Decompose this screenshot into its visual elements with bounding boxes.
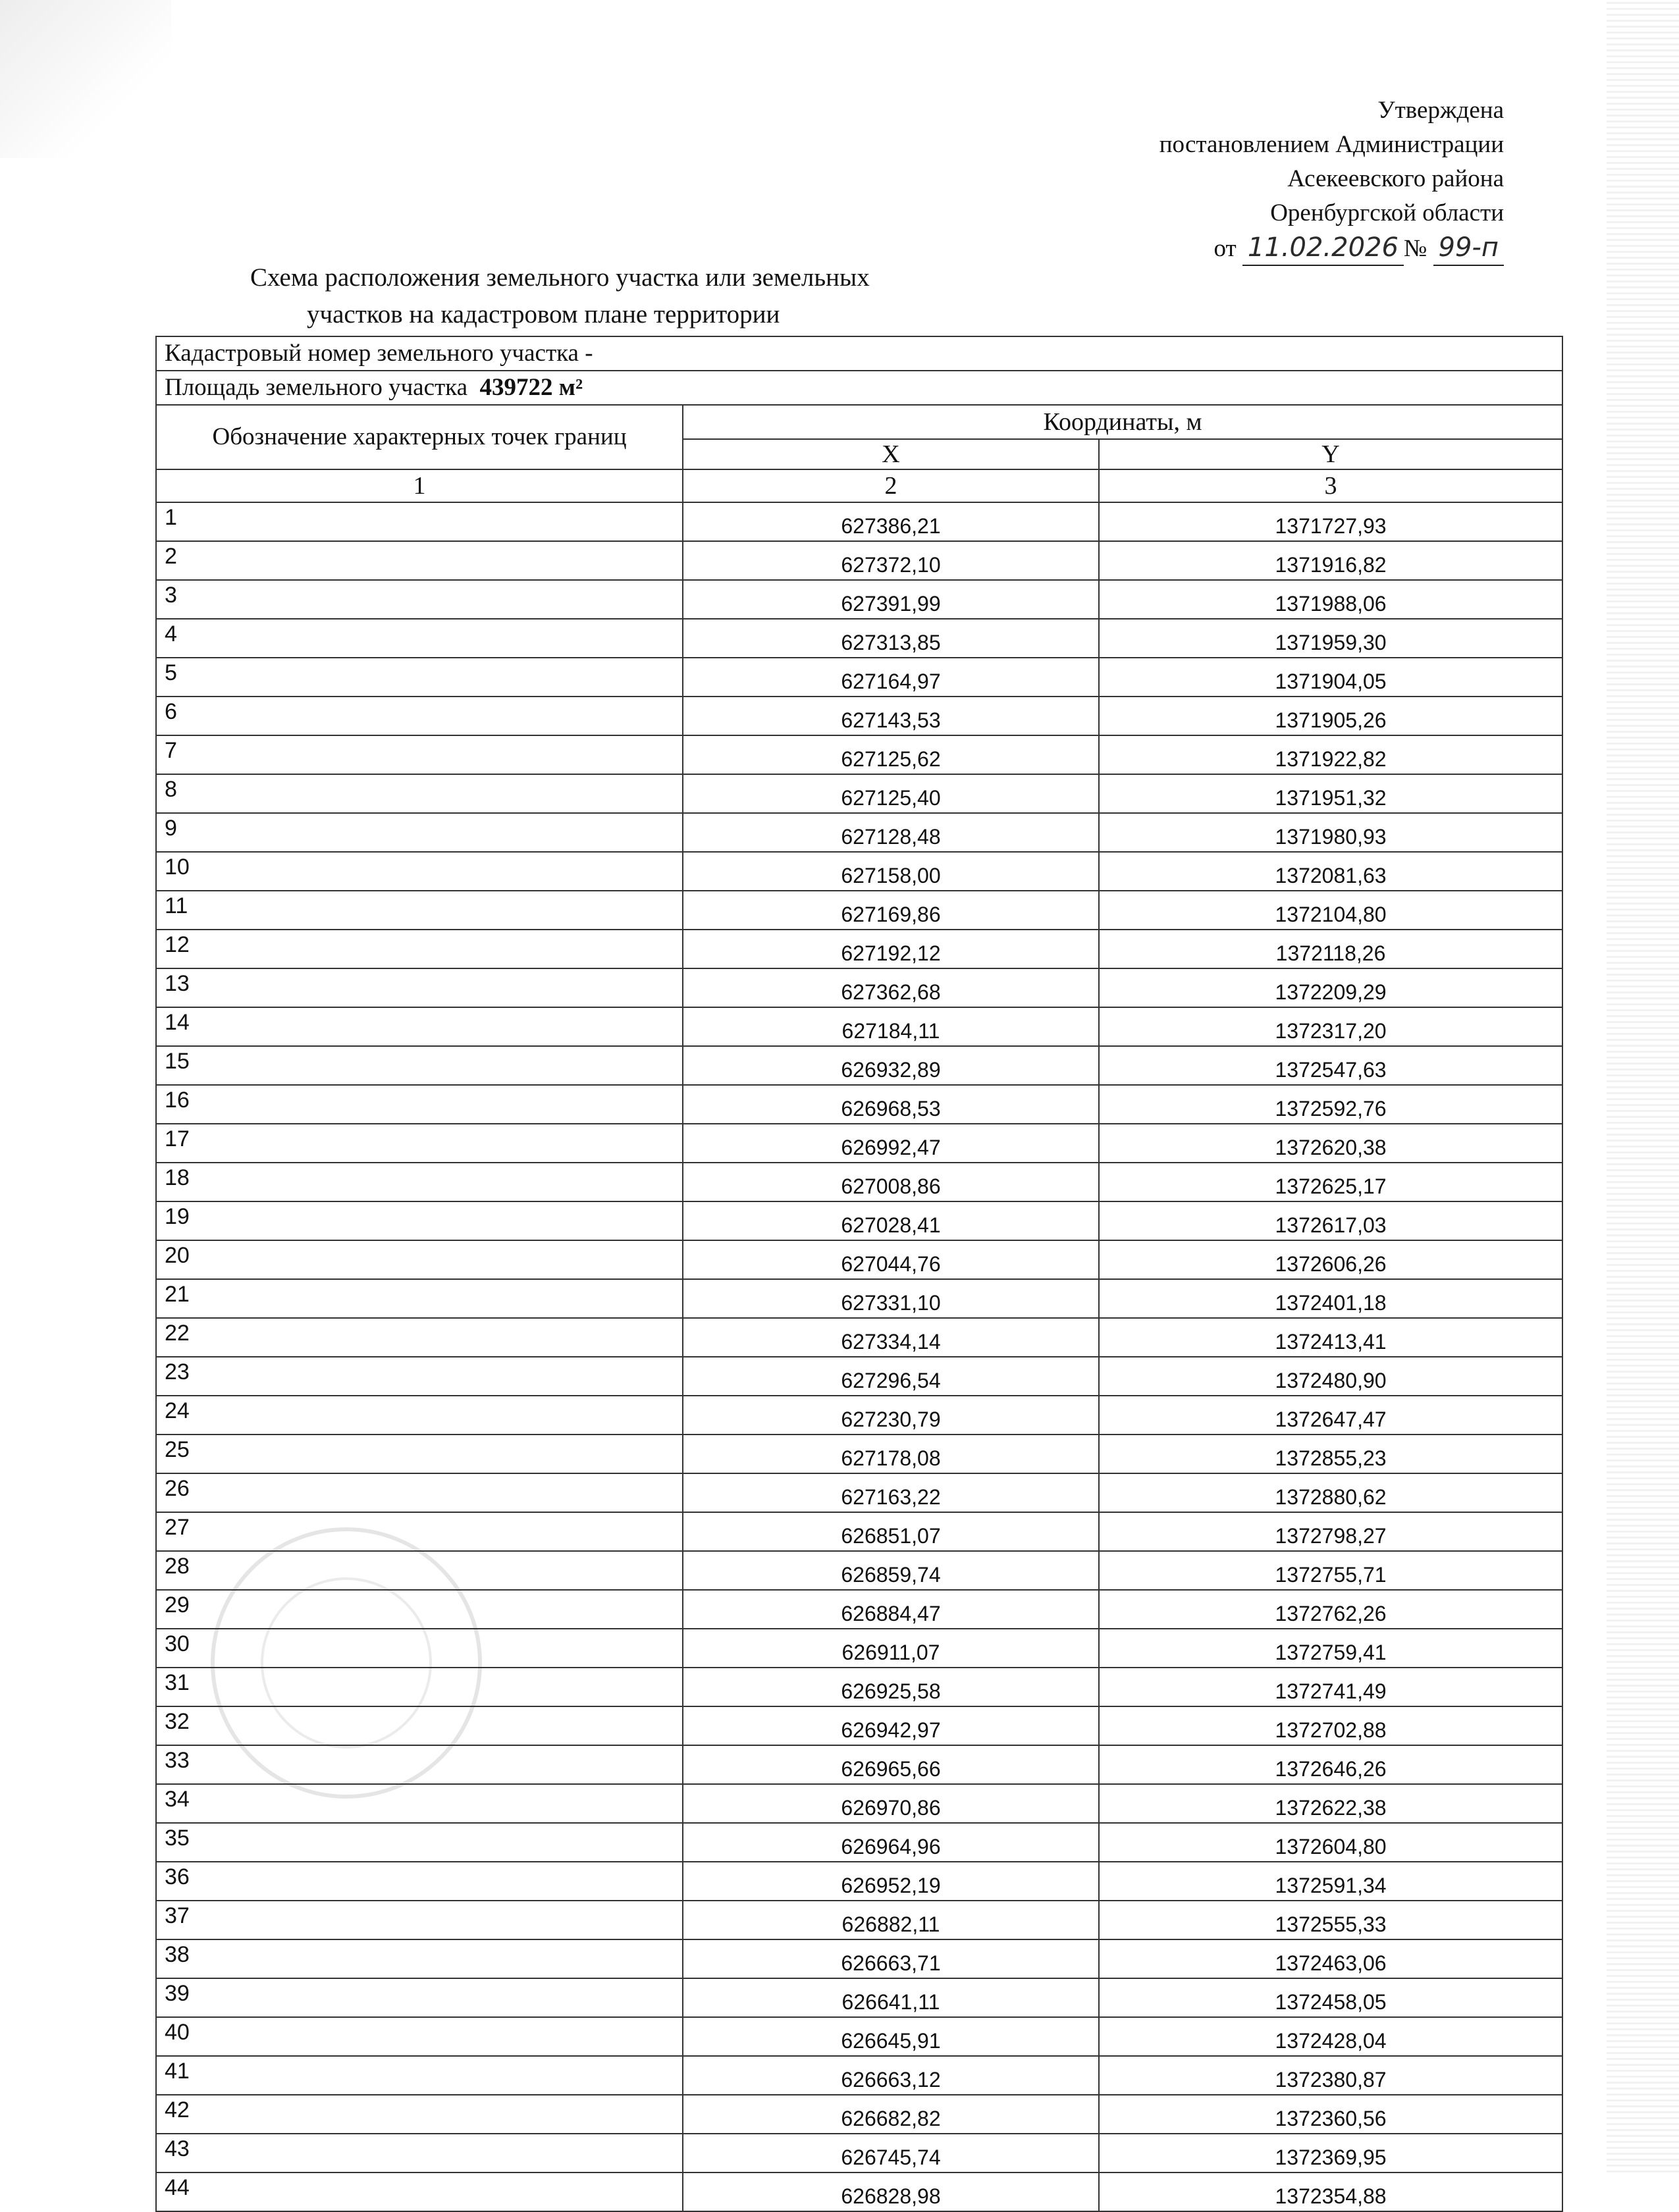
- point-number-cell: 20: [156, 1240, 683, 1279]
- x-coordinate-cell: 626964,96: [683, 1823, 1099, 1862]
- y-coordinate-cell: 1372855,23: [1099, 1435, 1562, 1473]
- x-coordinate-cell: 626859,74: [683, 1551, 1099, 1590]
- table-row: [156, 541, 1562, 580]
- cadastral-row: [156, 336, 1562, 371]
- x-coordinate-cell: 627331,10: [683, 1279, 1099, 1318]
- table-row: [156, 1512, 1562, 1551]
- y-coordinate-cell: 1372369,95: [1099, 2134, 1562, 2172]
- y-coordinate-cell: 1372604,80: [1099, 1823, 1562, 1862]
- x-coordinate-cell: 627184,11: [683, 1007, 1099, 1046]
- y-header: Y: [1099, 439, 1562, 469]
- x-coordinate-cell: 627143,53: [683, 697, 1099, 735]
- x-coordinate-cell: 626932,89: [683, 1046, 1099, 1085]
- table-row: [156, 1085, 1562, 1124]
- table-row: [156, 774, 1562, 813]
- y-coordinate-cell: 1372317,20: [1099, 1007, 1562, 1046]
- area-row: [156, 371, 1562, 405]
- y-coordinate-cell: 1372622,38: [1099, 1784, 1562, 1823]
- x-coordinate-cell: 627230,79: [683, 1396, 1099, 1435]
- x-coordinate-cell: 626641,11: [683, 1978, 1099, 2017]
- table-row: [156, 1163, 1562, 1201]
- y-coordinate-cell: 1371922,82: [1099, 735, 1562, 774]
- y-coordinate-cell: 1372480,90: [1099, 1357, 1562, 1396]
- x-coordinate-cell: 626925,58: [683, 1668, 1099, 1706]
- table-row: [156, 1939, 1562, 1978]
- point-number-cell: 26: [156, 1473, 683, 1512]
- points-column-header: Обозначение характерных точек границ: [156, 405, 683, 469]
- table-row: [156, 1629, 1562, 1668]
- point-number-cell: 3: [156, 580, 683, 619]
- table-row: [156, 2056, 1562, 2095]
- point-number-cell: 8: [156, 774, 683, 813]
- x-coordinate-cell: 627386,21: [683, 502, 1099, 541]
- area-value: 439722 м²: [479, 374, 583, 401]
- table-row: [156, 1396, 1562, 1435]
- table-row: [156, 1007, 1562, 1046]
- y-coordinate-cell: 1372209,29: [1099, 968, 1562, 1007]
- table-row: [156, 1318, 1562, 1357]
- x-coordinate-cell: 626645,91: [683, 2017, 1099, 2056]
- point-number-cell: 37: [156, 1901, 683, 1939]
- x-coordinate-cell: 627008,86: [683, 1163, 1099, 1201]
- x-coordinate-cell: 626965,66: [683, 1745, 1099, 1784]
- x-header: X: [683, 439, 1099, 469]
- table-row: [156, 1823, 1562, 1862]
- x-coordinate-cell: 627158,00: [683, 852, 1099, 891]
- y-coordinate-cell: 1372463,06: [1099, 1939, 1562, 1978]
- approval-date-line: [1159, 230, 1504, 266]
- y-coordinate-cell: 1372104,80: [1099, 891, 1562, 930]
- column-number-2: 2: [683, 469, 1099, 502]
- x-coordinate-cell: 627362,68: [683, 968, 1099, 1007]
- table-row: [156, 735, 1562, 774]
- table-row: [156, 2172, 1562, 2211]
- approval-line-3: Асекеевского района: [1287, 165, 1504, 192]
- scan-edge-noise: [1607, 0, 1679, 2172]
- point-number-cell: 42: [156, 2095, 683, 2134]
- date-prefix: от: [1213, 235, 1237, 262]
- area-label: Площадь земельного участка: [165, 374, 468, 401]
- point-number-cell: 11: [156, 891, 683, 930]
- x-coordinate-cell: 626952,19: [683, 1862, 1099, 1901]
- approval-line-1: Утверждена: [1377, 97, 1504, 124]
- y-coordinate-cell: 1372880,62: [1099, 1473, 1562, 1512]
- x-coordinate-cell: 626911,07: [683, 1629, 1099, 1668]
- y-coordinate-cell: 1372617,03: [1099, 1201, 1562, 1240]
- point-number-cell: 22: [156, 1318, 683, 1357]
- title-line-2: участков на кадастровом плане территории: [307, 300, 780, 329]
- y-coordinate-cell: 1372413,41: [1099, 1318, 1562, 1357]
- y-coordinate-cell: 1372547,63: [1099, 1046, 1562, 1085]
- x-coordinate-cell: 626882,11: [683, 1901, 1099, 1939]
- y-coordinate-cell: 1372606,26: [1099, 1240, 1562, 1279]
- y-coordinate-cell: 1372401,18: [1099, 1279, 1562, 1318]
- coordinates-header: Координаты, м: [683, 405, 1562, 439]
- x-coordinate-cell: 626851,07: [683, 1512, 1099, 1551]
- x-coordinate-cell: 627372,10: [683, 541, 1099, 580]
- point-number-cell: 13: [156, 968, 683, 1007]
- table-row: [156, 1745, 1562, 1784]
- x-coordinate-cell: 627169,86: [683, 891, 1099, 930]
- x-coordinate-cell: 627334,14: [683, 1318, 1099, 1357]
- table-row: [156, 930, 1562, 968]
- y-coordinate-cell: 1372380,87: [1099, 2056, 1562, 2095]
- x-coordinate-cell: 627163,22: [683, 1473, 1099, 1512]
- y-coordinate-cell: 1372798,27: [1099, 1512, 1562, 1551]
- y-coordinate-cell: 1372360,56: [1099, 2095, 1562, 2134]
- point-number-cell: 33: [156, 1745, 683, 1784]
- table-row: [156, 813, 1562, 852]
- y-coordinate-cell: 1372755,71: [1099, 1551, 1562, 1590]
- x-coordinate-cell: 626663,71: [683, 1939, 1099, 1978]
- point-number-cell: 18: [156, 1163, 683, 1201]
- point-number-cell: 21: [156, 1279, 683, 1318]
- coordinates-table: [155, 336, 1563, 2212]
- document-title: [250, 259, 1001, 333]
- y-coordinate-cell: 1372741,49: [1099, 1668, 1562, 1706]
- point-number-cell: 31: [156, 1668, 683, 1706]
- area-cell: [156, 371, 1562, 405]
- table-row: [156, 1551, 1562, 1590]
- table-row: [156, 968, 1562, 1007]
- point-number-cell: 17: [156, 1124, 683, 1163]
- x-coordinate-cell: 626745,74: [683, 2134, 1099, 2172]
- y-coordinate-cell: 1371727,93: [1099, 502, 1562, 541]
- table-row: [156, 1784, 1562, 1823]
- point-number-cell: 41: [156, 2056, 683, 2095]
- point-number-cell: 29: [156, 1590, 683, 1629]
- approval-line-4: Оренбургской области: [1270, 199, 1504, 226]
- y-coordinate-cell: 1372759,41: [1099, 1629, 1562, 1668]
- table-row: [156, 1435, 1562, 1473]
- table-row: [156, 1357, 1562, 1396]
- cadastral-label: Кадастровый номер земельного участка -: [156, 336, 1562, 371]
- y-coordinate-cell: 1371905,26: [1099, 697, 1562, 735]
- y-coordinate-cell: 1372592,76: [1099, 1085, 1562, 1124]
- y-coordinate-cell: 1371951,32: [1099, 774, 1562, 813]
- point-number-cell: 27: [156, 1512, 683, 1551]
- column-number-3: 3: [1099, 469, 1562, 502]
- y-coordinate-cell: 1372702,88: [1099, 1706, 1562, 1745]
- x-coordinate-cell: 627028,41: [683, 1201, 1099, 1240]
- scan-corner-shadow: [0, 0, 171, 158]
- point-number-cell: 40: [156, 2017, 683, 2056]
- y-coordinate-cell: 1372620,38: [1099, 1124, 1562, 1163]
- point-number-cell: 1: [156, 502, 683, 541]
- point-number-cell: 12: [156, 930, 683, 968]
- point-number-cell: 43: [156, 2134, 683, 2172]
- point-number-cell: 38: [156, 1939, 683, 1978]
- point-number-cell: 19: [156, 1201, 683, 1240]
- point-number-cell: 16: [156, 1085, 683, 1124]
- y-coordinate-cell: 1372762,26: [1099, 1590, 1562, 1629]
- x-coordinate-cell: 627178,08: [683, 1435, 1099, 1473]
- point-number-cell: 23: [156, 1357, 683, 1396]
- table-row: [156, 658, 1562, 697]
- y-coordinate-cell: 1372591,34: [1099, 1862, 1562, 1901]
- header-row-1: [156, 405, 1562, 439]
- x-coordinate-cell: 626942,97: [683, 1706, 1099, 1745]
- x-coordinate-cell: 626968,53: [683, 1085, 1099, 1124]
- y-coordinate-cell: 1372646,26: [1099, 1745, 1562, 1784]
- point-number-cell: 32: [156, 1706, 683, 1745]
- table-row: [156, 1862, 1562, 1901]
- column-number-row: [156, 469, 1562, 502]
- point-number-cell: 28: [156, 1551, 683, 1590]
- table-row: [156, 1590, 1562, 1629]
- approval-block: [1159, 93, 1504, 266]
- table-row: [156, 619, 1562, 658]
- point-number-cell: 14: [156, 1007, 683, 1046]
- y-coordinate-cell: 1372625,17: [1099, 1163, 1562, 1201]
- table-row: [156, 1046, 1562, 1085]
- y-coordinate-cell: 1372458,05: [1099, 1978, 1562, 2017]
- y-coordinate-cell: 1372118,26: [1099, 930, 1562, 968]
- y-coordinate-cell: 1371988,06: [1099, 580, 1562, 619]
- table-row: [156, 1279, 1562, 1318]
- y-coordinate-cell: 1372647,47: [1099, 1396, 1562, 1435]
- x-coordinate-cell: 627192,12: [683, 930, 1099, 968]
- y-coordinate-cell: 1371980,93: [1099, 813, 1562, 852]
- y-coordinate-cell: 1371904,05: [1099, 658, 1562, 697]
- point-number-cell: 44: [156, 2172, 683, 2211]
- x-coordinate-cell: 627164,97: [683, 658, 1099, 697]
- x-coordinate-cell: 626663,12: [683, 2056, 1099, 2095]
- table-row: [156, 1706, 1562, 1745]
- point-number-cell: 34: [156, 1784, 683, 1823]
- point-number-cell: 39: [156, 1978, 683, 2017]
- point-number-cell: 35: [156, 1823, 683, 1862]
- x-coordinate-cell: 627313,85: [683, 619, 1099, 658]
- point-number-cell: 36: [156, 1862, 683, 1901]
- x-coordinate-cell: 627296,54: [683, 1357, 1099, 1396]
- title-line-1: Схема расположения земельного участка или земельных: [250, 263, 870, 292]
- handwritten-date: 11.02.2026: [1242, 230, 1404, 266]
- point-number-cell: 25: [156, 1435, 683, 1473]
- table-row: [156, 580, 1562, 619]
- table-row: [156, 2134, 1562, 2172]
- x-coordinate-cell: 627125,62: [683, 735, 1099, 774]
- y-coordinate-cell: 1371916,82: [1099, 541, 1562, 580]
- table-row: [156, 891, 1562, 930]
- table-row: [156, 697, 1562, 735]
- point-number-cell: 9: [156, 813, 683, 852]
- x-coordinate-cell: 626828,98: [683, 2172, 1099, 2211]
- x-coordinate-cell: 627128,48: [683, 813, 1099, 852]
- y-coordinate-cell: 1372555,33: [1099, 1901, 1562, 1939]
- point-number-cell: 15: [156, 1046, 683, 1085]
- x-coordinate-cell: 627125,40: [683, 774, 1099, 813]
- point-number-cell: 5: [156, 658, 683, 697]
- point-number-cell: 2: [156, 541, 683, 580]
- approval-line-2: постановлением Администрации: [1159, 131, 1504, 158]
- column-number-1: 1: [156, 469, 683, 502]
- x-coordinate-cell: 626992,47: [683, 1124, 1099, 1163]
- y-coordinate-cell: 1372081,63: [1099, 852, 1562, 891]
- handwritten-number: 99-п: [1433, 230, 1504, 266]
- x-coordinate-cell: 627391,99: [683, 580, 1099, 619]
- point-number-cell: 24: [156, 1396, 683, 1435]
- x-coordinate-cell: 626884,47: [683, 1590, 1099, 1629]
- number-prefix: №: [1403, 235, 1427, 262]
- table-row: [156, 502, 1562, 541]
- point-number-cell: 30: [156, 1629, 683, 1668]
- table-row: [156, 1201, 1562, 1240]
- x-coordinate-cell: 627044,76: [683, 1240, 1099, 1279]
- table-row: [156, 1901, 1562, 1939]
- table-row: [156, 1668, 1562, 1706]
- table-row: [156, 1240, 1562, 1279]
- table-row: [156, 852, 1562, 891]
- point-number-cell: 10: [156, 852, 683, 891]
- y-coordinate-cell: 1372354,88: [1099, 2172, 1562, 2211]
- y-coordinate-cell: 1372428,04: [1099, 2017, 1562, 2056]
- point-number-cell: 6: [156, 697, 683, 735]
- point-number-cell: 4: [156, 619, 683, 658]
- table-row: [156, 2017, 1562, 2056]
- table-row: [156, 1124, 1562, 1163]
- point-number-cell: 7: [156, 735, 683, 774]
- table-row: [156, 1978, 1562, 2017]
- x-coordinate-cell: 626682,82: [683, 2095, 1099, 2134]
- table-row: [156, 2095, 1562, 2134]
- y-coordinate-cell: 1371959,30: [1099, 619, 1562, 658]
- table-row: [156, 1473, 1562, 1512]
- x-coordinate-cell: 626970,86: [683, 1784, 1099, 1823]
